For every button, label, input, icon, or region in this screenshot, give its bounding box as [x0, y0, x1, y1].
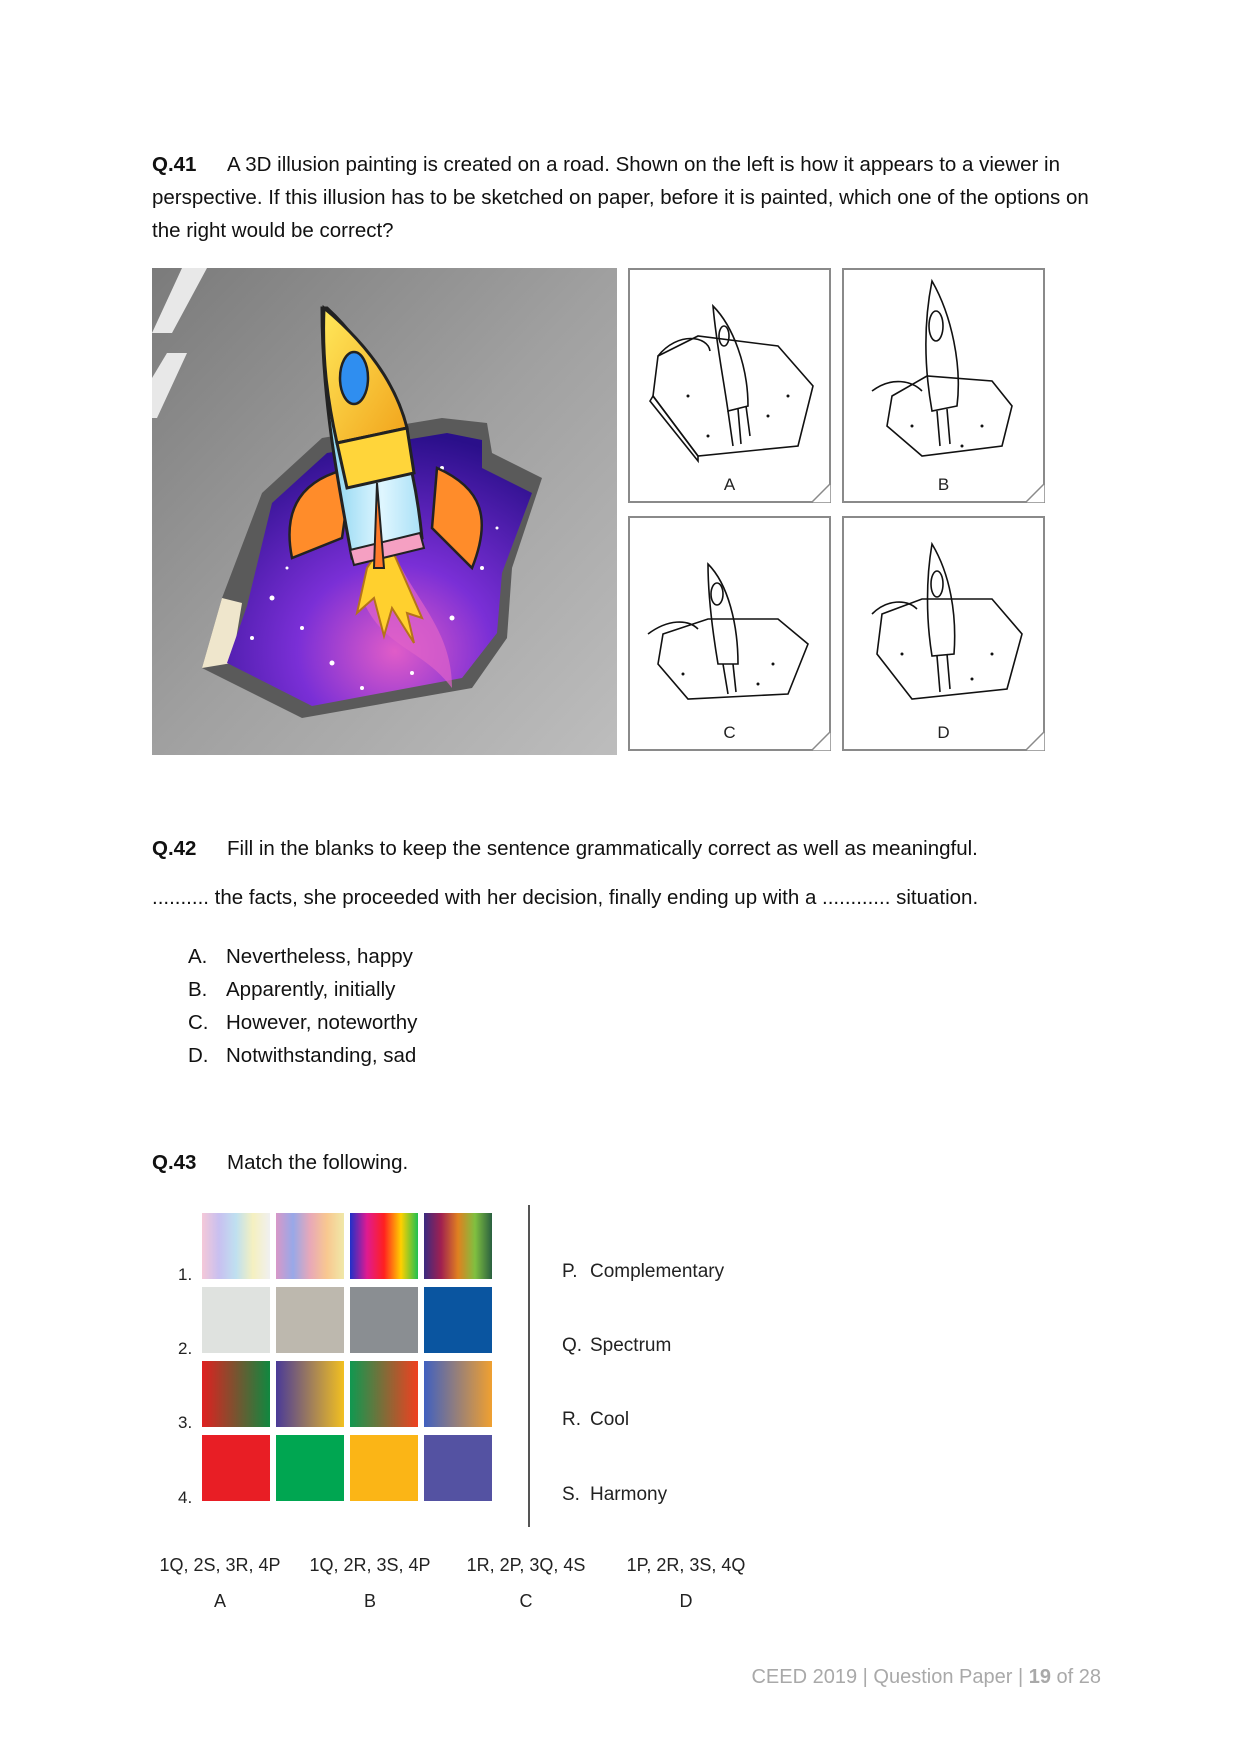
- color-swatch: [424, 1435, 492, 1501]
- answer-options: [188, 940, 417, 1072]
- term-p: P. Complementary: [562, 1261, 725, 1282]
- option-letter: C: [723, 723, 736, 742]
- answer-combo: 1Q, 2S, 3R, 4P: [159, 1555, 281, 1575]
- question-41: [152, 148, 1097, 247]
- color-swatch: [350, 1287, 418, 1353]
- color-swatch: [350, 1213, 418, 1279]
- color-swatch: [424, 1213, 492, 1279]
- color-swatch: [276, 1287, 344, 1353]
- option-d-panel[interactable]: [842, 516, 1045, 751]
- rocket-sketch-b: [852, 276, 1037, 466]
- color-swatch: [202, 1213, 270, 1279]
- answer-letter[interactable]: D: [679, 1591, 693, 1611]
- question-number: Q.41: [152, 153, 197, 176]
- divider-line: [528, 1205, 530, 1527]
- answer-option[interactable]: B. Apparently, initially: [188, 978, 396, 1001]
- page-curl-icon: [1025, 483, 1045, 503]
- page-curl-icon: [1025, 731, 1045, 751]
- answer-letter[interactable]: C: [519, 1591, 533, 1611]
- question-text: Match the following.: [227, 1151, 409, 1174]
- answer-option[interactable]: A. Nevertheless, happy: [188, 945, 413, 968]
- question-number: Q.42: [152, 837, 197, 860]
- option-b-panel[interactable]: [842, 268, 1045, 503]
- color-swatch: [424, 1287, 492, 1353]
- color-swatch: [276, 1435, 344, 1501]
- answer-option[interactable]: C. However, noteworthy: [188, 1011, 418, 1034]
- row-label: 2.: [178, 1339, 193, 1358]
- rocket-illusion-image: [152, 268, 617, 755]
- color-swatch: [350, 1361, 418, 1427]
- option-a-panel[interactable]: [628, 268, 831, 503]
- color-match-figure: [150, 1205, 750, 1625]
- option-c-panel[interactable]: [628, 516, 831, 751]
- rocket-sketch-a: [638, 276, 823, 466]
- question-42: [152, 832, 1097, 865]
- option-letter: D: [937, 723, 950, 742]
- rocket-sketch-d: [852, 524, 1037, 714]
- page-footer: CEED 2019 | Question Paper | 19 of 28: [751, 1666, 1101, 1688]
- option-letter: B: [937, 475, 950, 494]
- row-label: 4.: [178, 1488, 193, 1507]
- answer-letter[interactable]: A: [213, 1591, 226, 1611]
- answer-combo: 1P, 2R, 3S, 4Q: [626, 1555, 746, 1575]
- option-letter: A: [723, 475, 736, 494]
- question-text: Fill in the blanks to keep the sentence grammatically correct as well as meaningful.: [227, 837, 978, 860]
- answer-letter[interactable]: B: [363, 1591, 376, 1611]
- color-swatch: [276, 1361, 344, 1427]
- question-43: [152, 1146, 408, 1179]
- fill-blank-sentence: .......... the facts, she proceeded with her decision, finally ending up with a ............ situation.: [152, 886, 979, 909]
- question-number: Q.43: [152, 1151, 197, 1174]
- color-swatch: [202, 1435, 270, 1501]
- row-label: 3.: [178, 1413, 193, 1432]
- term-s: S. Harmony: [562, 1484, 668, 1505]
- row-label: 1.: [178, 1265, 193, 1284]
- color-swatch: [350, 1435, 418, 1501]
- color-swatch: [202, 1361, 270, 1427]
- question-text: A 3D illusion painting is created on a road. Shown on the left is how it appears to a viewer in perspective. If this illusion has to be sketched on paper, before it is painted, which one of the options on the right would be correct?: [152, 153, 1089, 242]
- term-r: R. Cool: [562, 1409, 630, 1430]
- page-curl-icon: [811, 731, 831, 751]
- color-swatch: [424, 1361, 492, 1427]
- page-curl-icon: [811, 483, 831, 503]
- term-q: Q. Spectrum: [562, 1335, 672, 1356]
- color-swatch: [276, 1213, 344, 1279]
- answer-option[interactable]: D. Notwithstanding, sad: [188, 1044, 417, 1067]
- answer-combo: 1R, 2P, 3Q, 4S: [466, 1555, 586, 1575]
- answer-combo: 1Q, 2R, 3S, 4P: [309, 1555, 431, 1575]
- page-number: 19: [1028, 1666, 1051, 1688]
- rocket-sketch-c: [638, 524, 823, 714]
- color-swatch: [202, 1287, 270, 1353]
